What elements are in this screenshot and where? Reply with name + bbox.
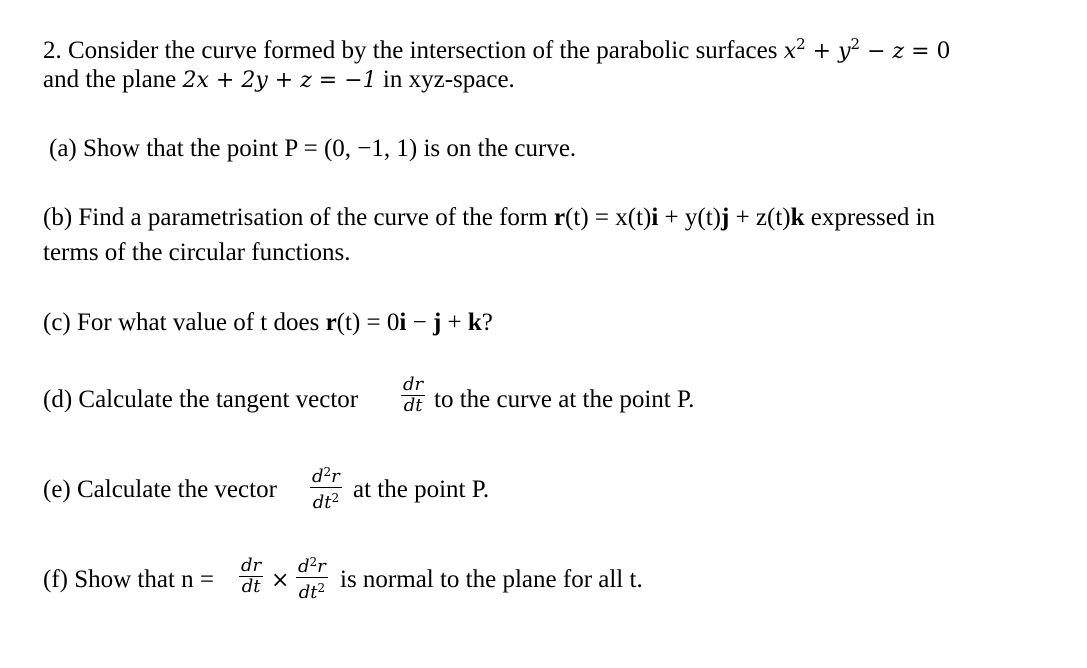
unit-k: k: [467, 309, 482, 336]
part-e-post-text: at the point P.: [353, 476, 490, 503]
unit-i: i: [399, 309, 407, 336]
part-d-text: (d) Calculate the tangent vector: [43, 386, 359, 413]
intro-text: 2. Consider the curve formed by the intersection of the parabolic surfaces: [43, 37, 784, 64]
part-b-text: (b) Find a parametrisation of the curve of the form: [43, 204, 554, 231]
part-f-post-text: is normal to the plane for all t.: [340, 566, 643, 593]
problem-intro-line-2: [43, 65, 515, 96]
part-e-suffix: [353, 475, 489, 505]
part-c: [43, 308, 493, 338]
part-e-prefix: [43, 475, 277, 505]
fraction-dr-dt-f: [239, 556, 263, 597]
cross-product-symbol: [271, 565, 289, 596]
part-b-y: + y(t): [658, 204, 721, 231]
intro-text-space: in xyz-space.: [376, 66, 515, 93]
vector-r: r: [325, 309, 337, 336]
fraction-denominator: $dt^2$: [296, 577, 328, 603]
unit-j: j: [432, 309, 442, 336]
part-b-post: expressed in: [804, 204, 936, 231]
fraction-denominator: dt: [401, 395, 425, 416]
part-b-line-1: [43, 203, 935, 233]
unit-i: i: [651, 204, 659, 231]
fraction-numerator: dr: [403, 374, 424, 395]
part-c-text: (c) For what value of t does: [43, 309, 326, 336]
part-f-text: (f) Show that n =: [43, 566, 215, 593]
part-b-line-2-text: terms of the circular functions.: [43, 239, 351, 266]
part-b-z: + z(t): [729, 204, 791, 231]
part-c-plus: +: [441, 309, 468, 336]
equation-paraboloid: $x^2 + y^2 - z = 0$: [783, 35, 951, 64]
part-d-suffix: [434, 385, 694, 415]
fraction-d2r-dt2-f: [296, 552, 328, 603]
part-c-mid: (t) = 0: [336, 309, 400, 336]
part-a-text: (a) Show that the point P = (0, −1, 1) is on the curve.: [49, 135, 577, 162]
problem-intro-line-1: [43, 29, 951, 67]
part-c-question-mark: ?: [481, 309, 493, 336]
part-b-line-2: [43, 238, 351, 268]
fraction-denominator: dt: [239, 576, 263, 597]
part-a: [49, 134, 576, 164]
fraction-numerator: $d^2r$: [312, 465, 340, 487]
part-f-suffix: [340, 565, 643, 595]
part-d-post-text: to the curve at the point P.: [434, 386, 695, 413]
part-d-prefix: [43, 385, 358, 415]
part-f-prefix: [43, 565, 214, 595]
fraction-denominator: $dt^2$: [310, 487, 342, 513]
part-e-text: (e) Calculate the vector: [43, 476, 277, 503]
part-c-minus: −: [406, 309, 433, 336]
vector-r: r: [553, 204, 566, 231]
times-symbol: ×: [271, 568, 290, 593]
unit-j: j: [721, 204, 730, 231]
part-b-x: (t) = x(t): [565, 204, 652, 231]
equation-plane: 2x + 2y + z = −1: [182, 68, 377, 93]
unit-k: k: [790, 204, 805, 231]
fraction-numerator: $d^2r$: [298, 555, 326, 577]
fraction-numerator: dr: [241, 555, 262, 576]
fraction-dr-dt: [401, 375, 425, 416]
fraction-d2r-dt2: [310, 462, 342, 513]
intro-text-plane: and the plane: [43, 66, 183, 93]
